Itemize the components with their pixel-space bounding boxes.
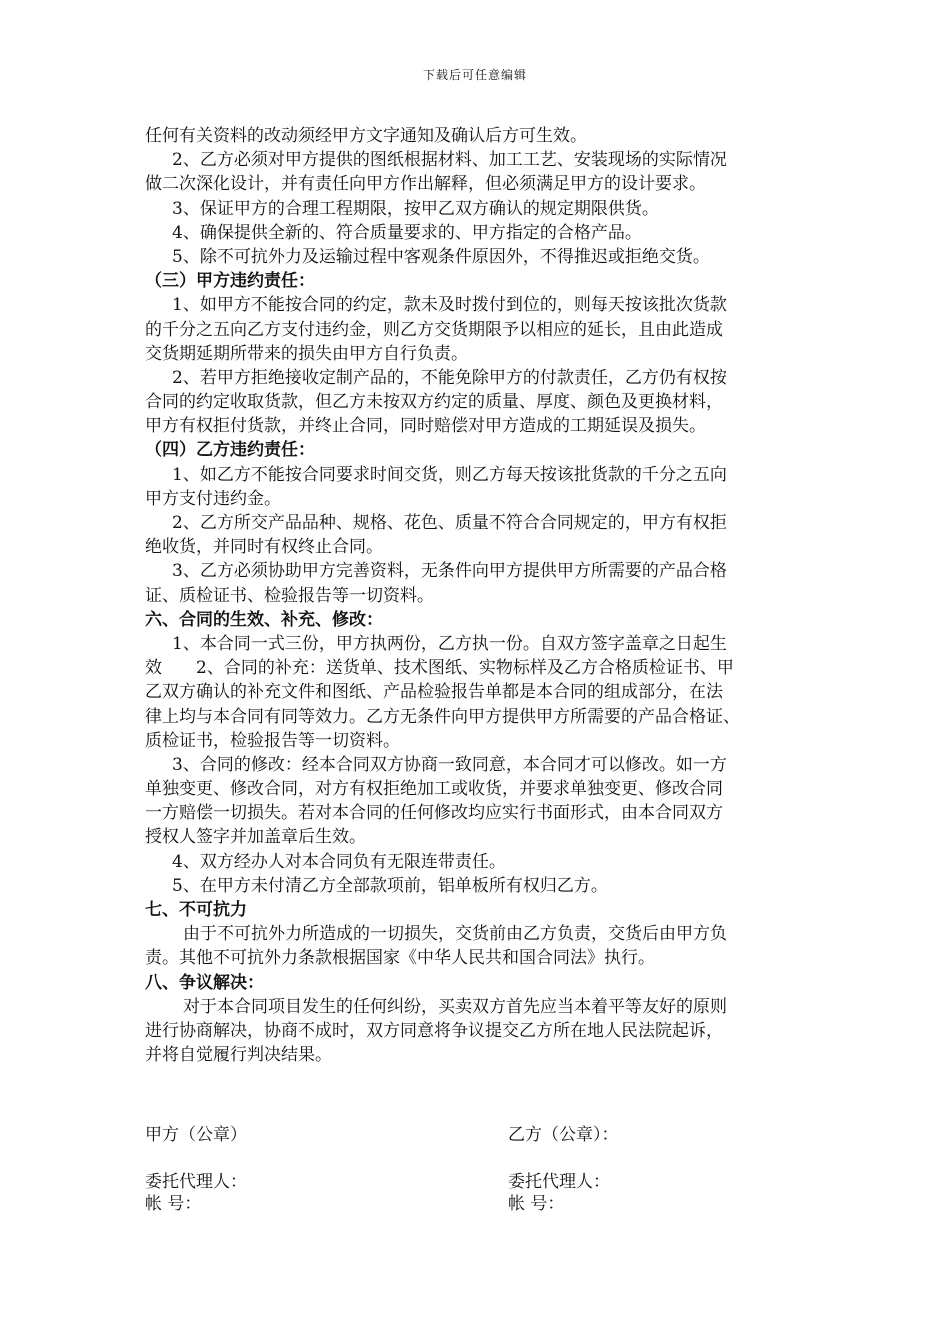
paragraph-line: 一方赔偿一切损失。若对本合同的任何修改均应实行书面形式，由本合同双方: [145, 803, 723, 824]
paragraph-line: 1、如乙方不能按合同要求时间交货，则乙方每天按该批货款的千分之五向: [172, 464, 727, 485]
paragraph-line: 做二次深化设计，并有责任向甲方作出解释，但必须满足甲方的设计要求。: [145, 174, 706, 195]
signature-block: [145, 1120, 805, 1214]
paragraph-line: 由于不可抗外力所造成的一切损失，交货前由乙方负责，交货后由甲方负: [183, 924, 727, 945]
paragraph-line: 的千分之五向乙方支付违约金，则乙方交货期限予以相应的延长，且由此造成: [145, 319, 723, 340]
section-heading: 七、不可抗力: [145, 900, 247, 920]
paragraph-line: 并将自觉履行判决结果。: [145, 1045, 332, 1066]
paragraph-line: 进行协商解决，协商不成时，双方同意将争议提交乙方所在地人民法院起诉，: [145, 1020, 723, 1041]
paragraph-line: 对于本合同项目发生的任何纠纷，买卖双方首先应当本着平等友好的原则: [183, 996, 727, 1017]
paragraph-line: 2、乙方所交产品品种、规格、花色、质量不符合合同规定的，甲方有权拒: [172, 513, 727, 533]
paragraph-line: 交货期延期所带来的损失由甲方自行负责。: [145, 343, 468, 364]
paragraph-line: 责。其他不可抗外力条款根据国家《中华人民共和国合同法》执行。: [145, 948, 655, 969]
party-b-account-label: 帐 号：: [508, 1194, 565, 1214]
section-heading: 八、争议解决：: [145, 972, 264, 993]
paragraph-line: 证、质检证书、检验报告等一切资料。: [145, 585, 434, 606]
paragraph-line: 3、乙方必须协助甲方完善资料，无条件向甲方提供甲方所需要的产品合格: [172, 561, 727, 582]
paragraph-line: 律上均与本合同有同等效力。乙方无条件向甲方提供甲方所需要的产品合格证、: [145, 706, 740, 727]
section-heading: 六、合同的生效、补充、修改：: [145, 609, 383, 630]
party-a-agent-label: 委托代理人：: [145, 1172, 247, 1192]
paragraph-line: 合同的约定收取货款，但乙方未按双方约定的质量、厚度、颜色及更换材料，: [145, 392, 723, 413]
paragraph-line: 5、除不可抗外力及运输过程中客观条件原因外，不得推迟或拒绝交货。: [172, 246, 710, 267]
paragraph-line: 1、如甲方不能按合同的约定，款未及时拨付到位的，则每天按该批次货款: [172, 295, 727, 316]
paragraph-line: 质检证书，检验报告等一切资料。: [145, 730, 400, 751]
paragraph-line: 甲方支付违约金。: [145, 488, 281, 509]
paragraph-line: 乙双方确认的补充文件和图纸、产品检验报告单都是本合同的组成部分，在法: [145, 682, 723, 703]
paragraph-line: 4、双方经办人对本合同负有无限连带责任。: [172, 851, 506, 872]
paragraph-line: 任何有关资料的改动须经甲方文字通知及确认后方可生效。: [145, 126, 587, 146]
paragraph-line: 甲方有权拒付货款，并终止合同，同时赔偿对甲方造成的工期延误及损失。: [145, 416, 706, 437]
section-heading: （四）乙方违约责任：: [145, 440, 315, 461]
party-b-agent-label: 委托代理人：: [508, 1172, 610, 1192]
section-heading: （三）甲方违约责任：: [145, 271, 315, 292]
party-a-seal-label: 甲方（公章）: [145, 1125, 247, 1145]
paragraph-line: 2、若甲方拒绝接收定制产品的，不能免除甲方的付款责任，乙方仍有权按: [172, 367, 727, 388]
page-header: 下载后可任意编辑: [422, 68, 527, 82]
party-b-seal-label: 乙方（公章）：: [508, 1125, 619, 1145]
party-a-account-label: 帐 号：: [145, 1194, 202, 1214]
paragraph-line: 4、确保提供全新的、符合质量要求的、甲方指定的合格产品。: [172, 222, 642, 243]
paragraph-line: 单独变更、修改合同，对方有权拒绝加工或收货，并要求单独变更、修改合同: [145, 779, 723, 800]
paragraph-line: 授权人签字并加盖章后生效。: [145, 827, 366, 848]
paragraph-line: 效 2、合同的补充：送货单、技术图纸、实物标样及乙方合格质检证书、甲: [145, 658, 734, 679]
paragraph-line: 2、乙方必须对甲方提供的图纸根据材料、加工工艺、安装现场的实际情况: [172, 150, 727, 171]
paragraph-line: 5、在甲方未付清乙方全部款项前，铝单板所有权归乙方。: [172, 875, 608, 896]
contract-body: [145, 124, 805, 1067]
paragraph-line: 3、保证甲方的合理工程期限，按甲乙双方确认的规定期限供货。: [172, 198, 659, 219]
paragraph-line: 1、本合同一式三份，甲方执两份，乙方执一份。自双方签字盖章之日起生: [172, 633, 727, 654]
paragraph-line: 绝收货，并同时有权终止合同。: [145, 537, 383, 558]
paragraph-line: 3、合同的修改：经本合同双方协商一致同意，本合同才可以修改。如一方: [172, 754, 727, 775]
